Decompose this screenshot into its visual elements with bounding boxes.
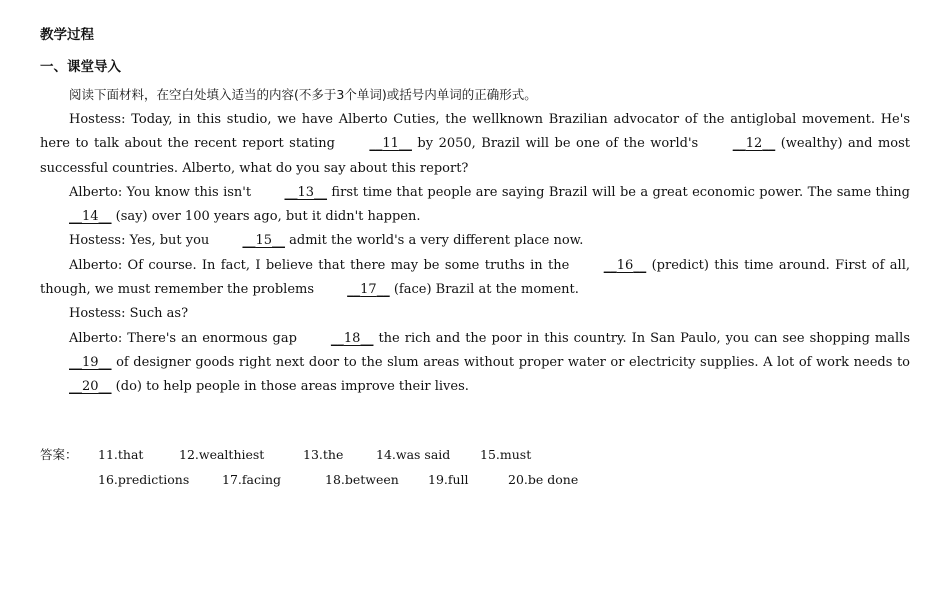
- passage-text: : You know this isn't: [117, 184, 256, 200]
- passage-text: the rich and the poor in this country. In San Paulo, you can see shopping malls: [373, 330, 910, 346]
- passage-text: : Of course. In fact, I believe that there may be some truths in the: [117, 257, 575, 273]
- document-page: [40, 26, 910, 400]
- answer-item: 11.that: [98, 447, 144, 462]
- answer-label: 答案：: [40, 447, 78, 462]
- passage-text: : Yes, but you: [121, 233, 214, 249]
- blank-17: __17__: [347, 282, 390, 298]
- speaker-name: Alberto: [69, 330, 118, 346]
- blank-16: __16__: [603, 257, 647, 273]
- section-heading: 一、课堂导入: [40, 59, 121, 75]
- blank-12: __12__: [732, 136, 776, 152]
- answer-item: 17.facing: [222, 471, 282, 487]
- answer-row: [40, 468, 578, 493]
- blank-20: __20__: [69, 379, 112, 395]
- passage-text: admit the world's a very different place now.: [284, 233, 584, 249]
- passage-paragraph: [40, 302, 910, 326]
- speaker-name: Alberto: [69, 257, 118, 273]
- passage-text: by 2050, Brazil will be one of the world's: [411, 136, 704, 152]
- answer-item: 13.the: [303, 447, 344, 462]
- speaker-name: Alberto: [69, 184, 118, 200]
- answer-key: [40, 443, 578, 492]
- blank-18: __18__: [330, 330, 374, 346]
- speaker-name: Hostess: [69, 233, 122, 249]
- answer-item: 12.wealthiest: [179, 447, 265, 462]
- blank-11: __11__: [369, 136, 412, 152]
- answer-item: 18.between: [325, 471, 399, 487]
- passage: [40, 108, 910, 400]
- speaker-name: Hostess: [69, 306, 122, 322]
- answer-item: 16.predictions: [98, 471, 190, 487]
- answer-item: 14.was said: [376, 447, 451, 462]
- passage-text: (say) over 100 years ago, but it didn't happen.: [111, 209, 421, 225]
- passage-paragraph: [40, 229, 910, 253]
- passage-paragraph: [40, 181, 910, 230]
- passage-paragraph: [40, 254, 910, 303]
- speaker-name: Hostess: [69, 112, 122, 127]
- passage-text: (predict) this time around. First of all, though, we must remember the problems: [40, 257, 910, 298]
- blank-14: __14__: [69, 209, 112, 225]
- passage-text: of designer goods right next door to the slum areas without proper water or electricity supplies. A lot of work needs to: [111, 354, 910, 370]
- passage-text: : There's an enormous gap: [117, 330, 302, 346]
- page-title: 教学过程: [40, 27, 94, 43]
- passage-text: (do) to help people in those areas improve their lives.: [111, 379, 469, 395]
- answer-row: [40, 443, 578, 468]
- passage-text: (face) Brazil at the moment.: [389, 282, 579, 298]
- passage-text: : Such as?: [121, 306, 189, 322]
- blank-19: __19__: [69, 354, 112, 370]
- answer-item: 20.be done: [508, 471, 579, 487]
- passage-text: (wealthy) and most successful countries. Alberto, what do you say about this report?: [40, 136, 910, 176]
- passage-text: : Today, in this studio, we have Alberto Cuties, the wellknown Brazilian advocator of the antiglobal movement. He's here to talk about the recent report stating: [40, 112, 910, 152]
- passage-paragraph: [40, 327, 910, 400]
- answer-item: 15.must: [480, 447, 532, 462]
- passage-paragraph: [40, 108, 910, 181]
- blank-13: __13__: [284, 184, 328, 200]
- blank-15: __15__: [242, 233, 285, 249]
- instruction-text: 阅读下面材料，在空白处填入适当的内容(不多于3个单词)或括号内单词的正确形式。: [69, 87, 537, 102]
- passage-text: first time that people are saying Brazil will be a great economic power. The same thing: [327, 184, 910, 200]
- answer-item: 19.full: [428, 471, 469, 487]
